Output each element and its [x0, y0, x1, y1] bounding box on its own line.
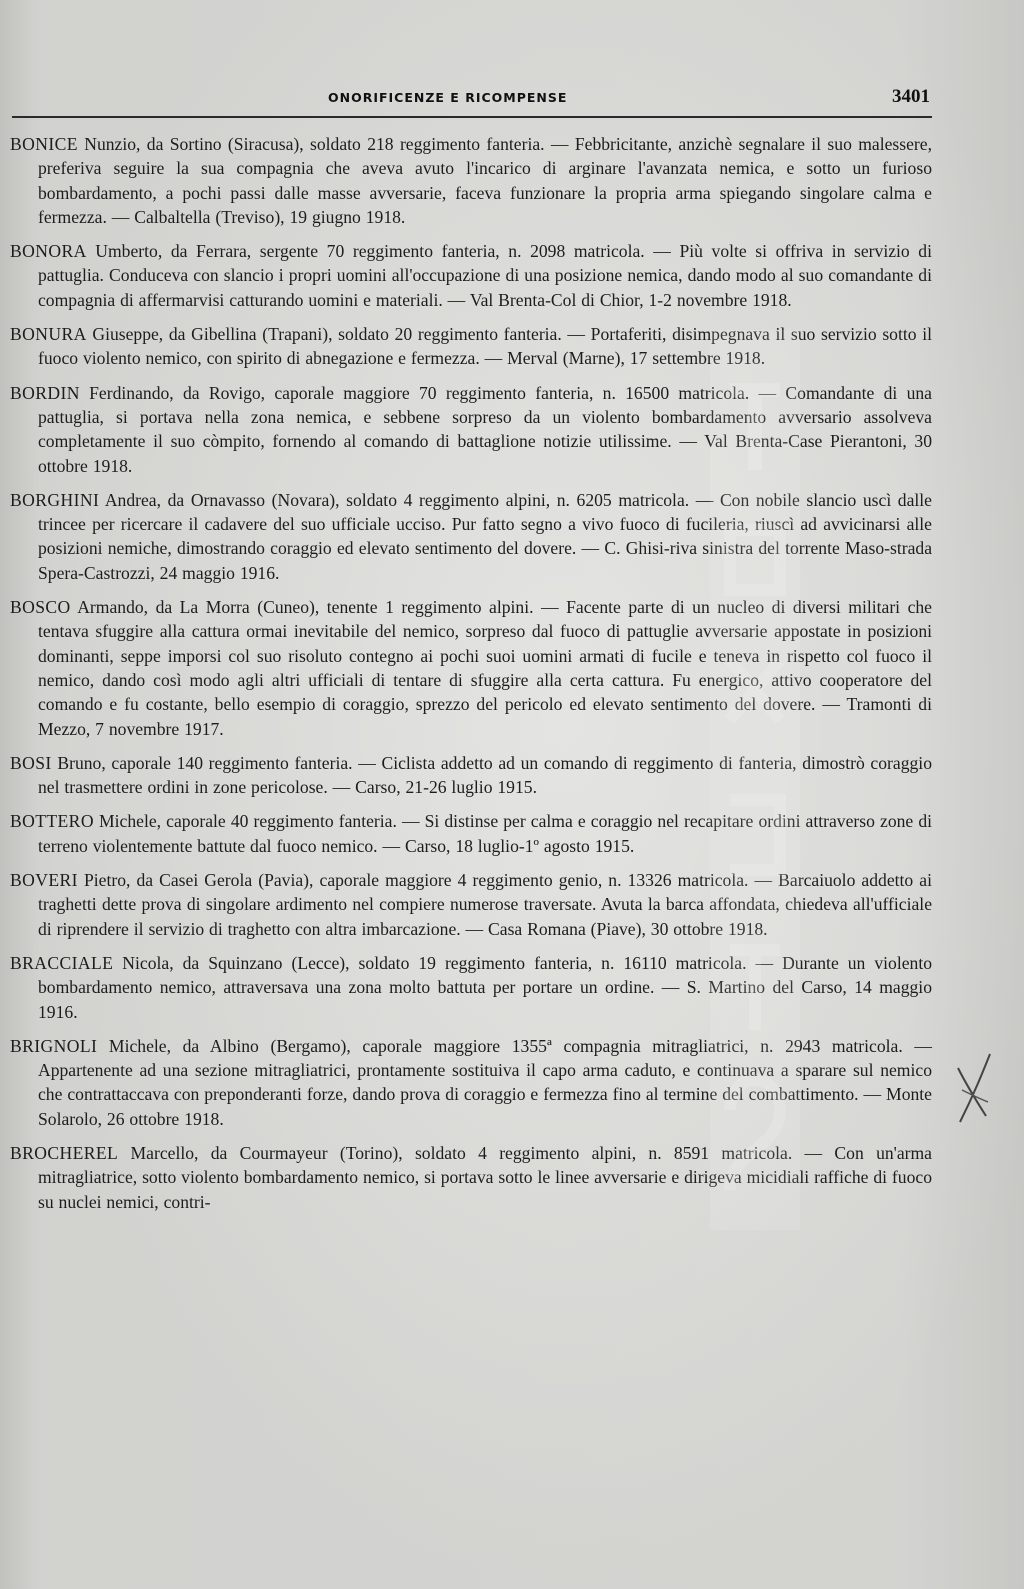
entry-text: Umberto, da Ferrara, sergente 70 reggimento fanteria, n. 2098 matricola. — Più volte si offriva in servizio di pattuglia. Conduceva con slancio i propri uomini all'occupazione di una posizione nemica, dando modo al suo comandante di compagnia di affermarvisi catturando uomini e materiali. — Val Brenta-Col di Chior, 1-2 novembre 1918.	[38, 241, 932, 310]
entry-surname: BORDIN	[10, 382, 80, 403]
entry-bosi	[10, 751, 932, 800]
entry-text: Nicola, da Squinzano (Lecce), soldato 19 reggimento fanteria, n. 16110 matricola. — Durante un violento bombardamento nemico, attraversava una zona molto battuta per portare un ordine. — S. Martino del Carso, 14 maggio 1916.	[38, 952, 932, 1022]
entries-list	[10, 132, 932, 1214]
entry-bonora	[10, 239, 932, 312]
entry-bosco	[10, 595, 932, 741]
running-title: ONORIFICENZE E RICOMPENSE	[328, 90, 568, 105]
page-number: 3401	[892, 86, 930, 107]
entry-bonice	[10, 132, 932, 229]
entry-bonura	[10, 322, 932, 371]
entry-text: Bruno, caporale 140 reggimento fanteria. — Ciclista addetto ad un comando di reggimento di fanteria, dimostrò coraggio nel trasmettere ordini in zone pericolose. — Carso, 21-26 luglio 1915.	[38, 752, 932, 798]
entry-surname: BONURA	[10, 324, 87, 345]
entry-text: Nunzio, da Sortino (Siracusa), soldato 218 reggimento fanteria. — Febbricitante, anzichè segnalare il suo malessere, preferiva seguire la sua compagnia che aveva avuto l'incarico di arginare l'avanzata nemica, e sotto un furioso bombardamento, a pochi passi dalle masse avversarie, faceva funzionare la propria arma spiegando singolare calma e fermezza. — Calbaltella (Treviso), 19 giugno 1918.	[38, 134, 932, 227]
entry-surname: BRACCIALE	[10, 952, 114, 973]
entry-text: Ferdinando, da Rovigo, caporale maggiore 70 reggimento fanteria, n. 16500 matricola. — Comandante di una pattuglia, si portava nella zona nemica, e sebbene sorpreso da un violento bombardamento avversario assolveva completamente il suo còmpito, fornendo al comando di battaglione notizie utilissime. — Val Brenta-Case Pierantoni, 30 ottobre 1918.	[38, 382, 932, 476]
entry-bottero	[10, 809, 932, 858]
entry-text: Marcello, da Courmayeur (Torino), soldato 4 reggimento alpini, n. 8591 matricola. — Con un'arma mitragliatrice, sotto violento bombardamento nemico, si portava sotto le linee avversarie e dirigeva micidiali raffiche di fuoco su nuclei nemici, contri-	[38, 1142, 932, 1212]
entry-text: Armando, da La Morra (Cuneo), tenente 1 reggimento alpini. — Facente parte di un nucleo di diversi militari che tentava sfuggire alla cattura ormai inevitabile del nemico, sorpreso dal fuoco di pattuglie avversarie appostate in posizioni dominanti, seppe imporsi col suo risoluto contegno ai pochi suoi uomini armati di fucile e teneva in rispetto col fuoco il nemico, dando così modo agli altri ufficiali di tentare di sfuggire alla certa cattura. Fu energico, attivo cooperatore del comando e fu costante, bello esempio di coraggio, sprezzo del pericolo ed elevato sentimento del dovere. — Tramonti di Mezzo, 7 novembre 1917.	[38, 597, 932, 739]
entry-surname: BOSCO	[10, 597, 71, 618]
entry-surname: BORGHINI	[10, 489, 100, 510]
entry-text: Andrea, da Ornavasso (Novara), soldato 4 reggimento alpini, n. 6205 matricola. — Con nobile slancio uscì dalle trincee per ricercare il cadavere del suo ufficiale ucciso. Pur fatto segno a vivo fuoco di fucileria, riuscì ad avvicinarsi alle posizioni nemiche, dimostrando coraggio ed elevato sentimento del dovere. — C. Ghisi-riva sinistra del torrente Maso-strada Spera-Castrozzi, 24 maggio 1916.	[38, 489, 932, 583]
handwritten-cross-mark	[952, 1050, 998, 1130]
entry-brignoli	[10, 1034, 932, 1131]
entry-surname: BONORA	[10, 241, 87, 262]
entry-surname: BROCHEREL	[10, 1142, 119, 1163]
entry-text: Pietro, da Casei Gerola (Pavia), caporale maggiore 4 reggimento genio, n. 13326 matricola. — Barcaiuolo addetto ai traghetti dette prova di singolare ardimento nel compiere numerose traversate. Avuta la barca affondata, chiedeva all'ufficiale di riprendere il servizio di traghetto con altra imbarcazione. — Casa Romana (Piave), 30 ottobre 1918.	[38, 870, 932, 939]
entry-surname: BOTTERO	[10, 811, 94, 832]
entry-text: Giuseppe, da Gibellina (Trapani), soldato 20 reggimento fanteria. — Portaferiti, disimpegnava il suo servizio sotto il fuoco violento nemico, con spirito di abnegazione e fermezza. — Merval (Marne), 17 settembre 1918.	[38, 324, 932, 369]
entry-surname: BOVERI	[10, 870, 78, 891]
entry-bracciale	[10, 951, 932, 1024]
entry-borghini	[10, 488, 932, 585]
entry-surname: BRIGNOLI	[10, 1035, 98, 1056]
entry-text: Michele, caporale 40 reggimento fanteria. — Si distinse per calma e coraggio nel recapitare ordini attraverso zone di terreno violentemente battute dal fuoco nemico. — Carso, 18 luglio-1º agosto 1915.	[38, 811, 932, 856]
entry-text: Michele, da Albino (Bergamo), caporale maggiore 1355ª compagnia mitragliatrici, n. 2943 matricola. — Appartenente ad una sezione mitragliatrici, prontamente sostituiva il capo arma caduto, e continuava a sparare sul nemico che contrattaccava con preponderanti forze, dando prova di coraggio e fermezza fino al termine del combattimento. — Monte Solarolo, 26 ottobre 1918.	[38, 1035, 932, 1129]
entry-bordin	[10, 381, 932, 478]
entry-brocherel	[10, 1141, 932, 1214]
entry-boveri	[10, 868, 932, 941]
page-header	[12, 86, 932, 118]
entry-surname: BONICE	[10, 134, 78, 154]
entry-surname: BOSI	[10, 752, 52, 773]
